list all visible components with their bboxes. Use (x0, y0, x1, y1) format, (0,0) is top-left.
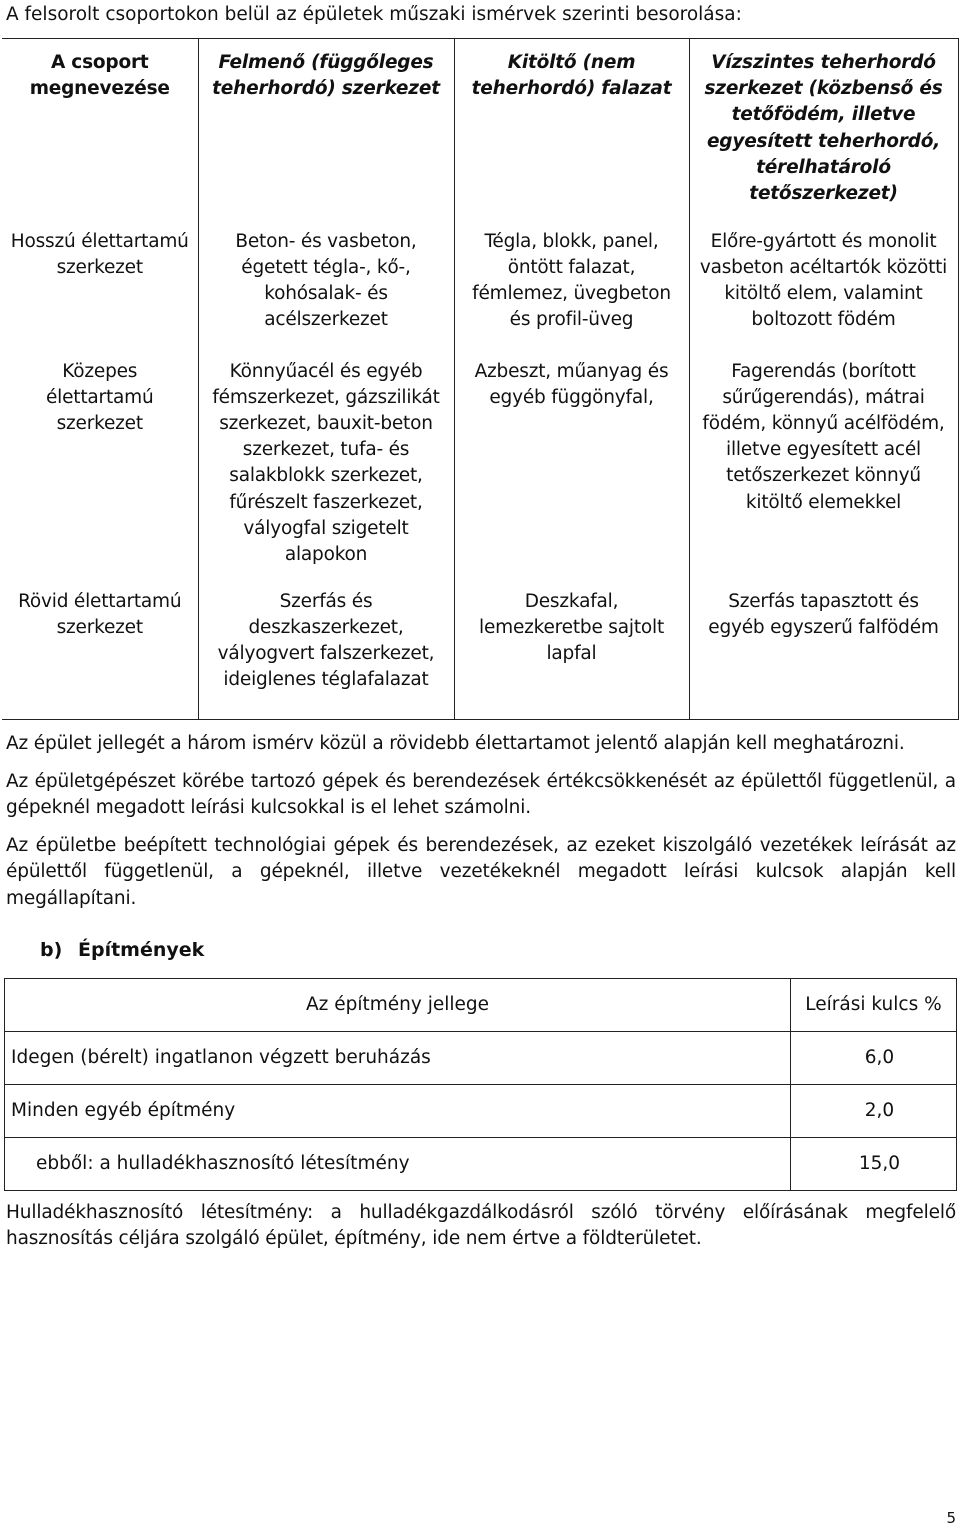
infill-cell: Azbeszt, műanyag és egyéb függönyfal, (454, 352, 689, 587)
group-cell: Rövid élettartamú szerkezet (2, 587, 198, 720)
table-row (2, 352, 958, 587)
structure-type-cell: ebből: a hulladékhasznosító létesítmény (5, 1138, 791, 1191)
group-cell: Hosszú élettartamú szerkezet (2, 222, 198, 352)
table-row (5, 1085, 957, 1138)
infill-cell: Tégla, blokk, panel, öntött falazat, fémlemez, üvegbeton és profil-üveg (454, 222, 689, 352)
header-horizontal-structure: Vízszintes teherhordó szerkezet (közbenső és tetőfödém, illetve egyesített teherhordó, térelhatároló tetőszerkezet) (689, 39, 958, 222)
structure-type-cell: Minden egyéb építmény (5, 1085, 791, 1138)
table-header-row (2, 39, 958, 222)
table-row (2, 222, 958, 352)
header-vertical-structure: Felmenő (függőleges teherhordó) szerkezet (198, 39, 454, 222)
intro-text: A felsorolt csoportokon belül az épületek műszaki ismérvek szerinti besorolása: (6, 4, 742, 25)
header-infill-wall: Kitöltő (nem teherhordó) falazat (454, 39, 689, 222)
infill-cell: Deszkafal, lemezkeretbe sajtolt lapfal (454, 587, 689, 720)
classification-table (2, 38, 959, 720)
header-structure-type: Az építmény jellege (5, 979, 791, 1032)
horizontal-cell: Fagerendás (borított sűrűgerendás), mátrai födém, könnyű acélfödém, illetve egyesített acél tetőszerkezet könnyű kitöltő elemekkel (689, 352, 958, 587)
section-heading (40, 937, 204, 963)
header-depreciation-rate: Leírási kulcs % (791, 979, 957, 1032)
section-title: Építmények (78, 939, 205, 961)
rate-cell: 15,0 (791, 1138, 957, 1191)
rate-cell: 6,0 (791, 1032, 957, 1085)
paragraph-building-services: Az épületgépészet körébe tartozó gépek és berendezések értékcsökkenését az épülettől függetlenül, a gépeknél megadott leírási kulcsokkal is el lehet számolni. (6, 771, 956, 819)
header-group-name: A csoport megnevezése (2, 39, 198, 222)
vertical-cell: Könnyűacél és egyéb fémszerkezet, gázszilikát szerkezet, bauxit-beton szerkezet, tufa- és salakblokk szerkezet, fűrészelt faszerkezet, vályogfal szigetelt alapokon (198, 352, 454, 587)
vertical-cell: Beton- és vasbeton, égetett tégla-, kő-, kohósalak- és acélszerkezet (198, 222, 454, 352)
depreciation-rates-table (4, 978, 957, 1191)
vertical-cell: Szerfás és deszkaszerkezet, vályogvert falszerkezet, ideiglenes téglafalazat (198, 587, 454, 720)
group-cell: Közepes élettartamú szerkezet (2, 352, 198, 587)
paragraph-waste-facility-definition: Hulladékhasznosító létesítmény: a hulladékgazdálkodásról szóló törvény előírásának megfelelő hasznosítás céljára szolgáló épület, építmény, ide nem értve a földterületet. (6, 1202, 956, 1250)
paragraph-technology-machines: Az épületbe beépített technológiai gépek és berendezések, az ezeket kiszolgáló vezetékek leírását az épülettől függetlenül, a gépeknél, illetve vezetékeknél megadott leírási kulcsok alapján kell megállapítani. (6, 835, 956, 909)
horizontal-cell: Előre-gyártott és monolit vasbeton acéltartók közötti kitöltő elem, valamint boltozott födém (689, 222, 958, 352)
section-letter: b) (40, 939, 63, 961)
rate-cell: 2,0 (791, 1085, 957, 1138)
table-row (2, 587, 958, 720)
horizontal-cell: Szerfás tapasztott és egyéb egyszerű falfödém (689, 587, 958, 720)
structure-type-cell: Idegen (bérelt) ingatlanon végzett beruházás (5, 1032, 791, 1085)
rates-header-row (5, 979, 957, 1032)
table-row (5, 1138, 957, 1191)
paragraph-building-character: Az épület jellegét a három ismérv közül a rövidebb élettartamot jelentő alapján kell meghatározni. (6, 733, 905, 754)
page-number: 5 (946, 1509, 956, 1527)
table-row (5, 1032, 957, 1085)
